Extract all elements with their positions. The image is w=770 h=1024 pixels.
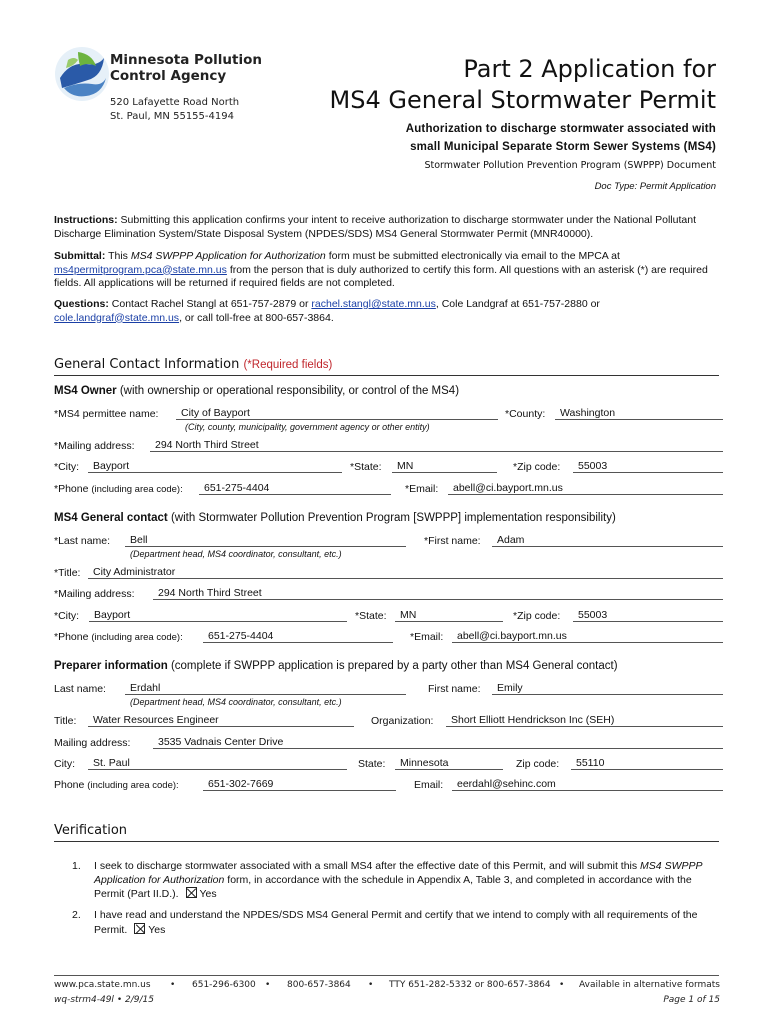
questions-email-landgraf-link[interactable]: cole.landgraf@state.mn.us <box>54 311 180 324</box>
agency-name-line1: Minnesota Pollution <box>110 52 263 68</box>
contact-phone-hint: (including area code): <box>91 632 183 643</box>
preparer-head: Preparer information <box>54 660 168 672</box>
preparer-last-hint: (Department head, MS4 coordinator, consultant, etc.) <box>130 697 342 707</box>
owner-city-field[interactable]: Bayport <box>88 460 342 473</box>
agency-name <box>110 52 262 84</box>
preparer-first-label: First name: <box>428 683 481 695</box>
questions-post: , or call toll-free at 800-657-3864. <box>179 311 334 324</box>
contact-email-field[interactable]: abell@ci.bayport.mn.us <box>452 630 723 643</box>
footer-page-text: Page 1 of 15 <box>663 995 720 1005</box>
footer-phone: 651-296-6300 <box>192 980 256 990</box>
contact-mailing-label: *Mailing address: <box>54 588 135 600</box>
permittee-hint: (City, county, municipality, government agency or other entity) <box>185 422 430 432</box>
footer-bullet-1: • <box>170 980 176 990</box>
preparer-city-field[interactable]: St. Paul <box>88 757 347 770</box>
preparer-zip-label: Zip code: <box>516 758 560 770</box>
contact-head: MS4 General contact <box>54 512 168 524</box>
footer-bullet-2: • <box>265 980 271 990</box>
verification-item1-italic2: SWPPP Application for Authorization <box>94 860 703 886</box>
preparer-mailing-field[interactable]: 3535 Vadnais Center Drive <box>153 736 723 749</box>
verification-item1-number: 1. <box>72 860 81 872</box>
submittal-email-link[interactable]: ms4permitprogram.pca@state.mn.us <box>54 263 227 276</box>
preparer-phone-label-text: Phone <box>54 779 85 791</box>
preparer-phone-hint: (including area code): <box>87 780 179 791</box>
submittal-paragraph <box>54 250 719 291</box>
verification-item2-number: 2. <box>72 909 81 921</box>
owner-city-label: *City: <box>54 461 80 473</box>
questions-mid: , Cole Landgraf at 651-757-2880 or <box>435 298 600 310</box>
questions-label: Questions: <box>54 298 109 310</box>
general-contact-title: General Contact Information <box>54 357 240 372</box>
verification-item1-yes: Yes <box>199 888 217 900</box>
footer-divider <box>54 975 719 976</box>
contact-first-label: *First name: <box>424 535 481 547</box>
owner-subheading <box>54 385 459 397</box>
verification-item2-yes: Yes <box>148 923 166 936</box>
contact-phone-field[interactable]: 651-275-4404 <box>203 630 393 643</box>
owner-phone-label-text: *Phone <box>54 483 89 495</box>
footer-date: 2/9/15 <box>125 995 154 1005</box>
page-subtitle <box>406 120 716 156</box>
preparer-email-label: Email: <box>414 779 444 791</box>
owner-head: MS4 Owner <box>54 385 117 397</box>
owner-state-field[interactable]: MN <box>392 460 497 473</box>
preparer-subheading <box>54 660 618 672</box>
verification-item2-checkbox[interactable] <box>134 923 145 934</box>
preparer-organization-field[interactable]: Short Elliott Hendrickson Inc (SEH) <box>446 714 723 727</box>
footer-website: www.pca.state.mn.us <box>54 980 151 990</box>
verification-item2-text: I have read and understand the NPDES/SDS MS4 General Permit and certify that we intend to comply with all requirements of the Permit. <box>94 909 698 936</box>
permittee-name-field[interactable]: City of Bayport <box>176 407 498 420</box>
owner-phone-label <box>54 483 183 495</box>
footer-bullet-5: • <box>116 995 123 1005</box>
document-type: Doc Type: Permit Application <box>594 181 716 192</box>
footer-form-id <box>54 995 154 1005</box>
contact-phone-label-text: *Phone <box>54 631 89 643</box>
footer-form-id-text: wq-strm4-49l <box>54 995 114 1005</box>
preparer-last-name-field[interactable]: Erdahl <box>125 682 406 695</box>
submittal-mid: form must be submitted electronically via email to the MPCA at <box>328 250 620 262</box>
contact-city-field[interactable]: Bayport <box>89 609 347 622</box>
document-name: Stormwater Pollution Prevention Program (SWPPP) Document <box>424 160 716 171</box>
contact-title-field[interactable]: City Administrator <box>88 566 723 579</box>
contact-last-hint: (Department head, MS4 coordinator, consultant, etc.) <box>130 549 342 559</box>
footer-bullet-4: • <box>559 980 565 990</box>
owner-email-field[interactable]: abell@ci.bayport.mn.us <box>448 482 723 495</box>
footer-tollfree: 800-657-3864 <box>287 980 351 990</box>
verification-item1-pre: I seek to discharge stormwater associated with a small MS4 after the effective date of this Permit, and will submit this <box>94 860 638 872</box>
agency-address <box>110 96 239 124</box>
preparer-zip-field[interactable]: 55110 <box>571 757 723 770</box>
owner-state-label: *State: <box>350 461 382 473</box>
preparer-phone-label <box>54 779 179 791</box>
preparer-desc: (complete if SWPPP application is prepared by a party other than MS4 General contact) <box>170 660 618 672</box>
contact-city-label: *City: <box>54 610 80 622</box>
preparer-email-field[interactable]: eerdahl@sehinc.com <box>452 778 723 791</box>
verification-divider <box>54 841 719 842</box>
submittal-pre: This <box>108 250 128 262</box>
agency-name-line2: Control Agency <box>110 68 227 84</box>
instructions-text: Submitting this application confirms your intent to receive authorization to discharge stormwater under the National Pollutant Discharge Elimination System/State Disposal System (NPDES/SDS) MS4 General Stormwater Permit (MNR40000). <box>54 214 696 240</box>
county-label: *County: <box>505 408 546 420</box>
preparer-title-field[interactable]: Water Resources Engineer <box>88 714 354 727</box>
owner-zip-field[interactable]: 55003 <box>573 460 723 473</box>
contact-last-name-field[interactable]: Bell <box>125 534 406 547</box>
contact-phone-label <box>54 631 183 643</box>
general-contact-subheading <box>54 512 616 524</box>
verification-item1 <box>94 860 719 902</box>
owner-mailing-field[interactable]: 294 North Third Street <box>150 439 723 452</box>
preparer-first-name-field[interactable]: Emily <box>492 682 723 695</box>
subtitle-line1: Authorization to discharge stormwater associated with <box>405 123 716 135</box>
verification-item1-mid: form, in accordance with the schedule in Appendix A, Table 3, and completed in accordance with the Permit (Part II.D.). <box>94 873 692 900</box>
owner-phone-field[interactable]: 651-275-4404 <box>199 482 391 495</box>
address-line2: St. Paul, MN 55155-4194 <box>110 111 234 122</box>
questions-paragraph <box>54 298 719 325</box>
preparer-mailing-label: Mailing address: <box>54 737 131 749</box>
owner-zip-label: *Zip code: <box>513 461 561 473</box>
permittee-label: *MS4 permittee name: <box>54 408 159 420</box>
page-title <box>330 54 717 116</box>
preparer-org-label: Organization: <box>371 715 434 727</box>
section-divider <box>54 375 719 376</box>
owner-desc: (with ownership or operational responsibility, or control of the MS4) <box>119 385 460 397</box>
contact-state-label: *State: <box>355 610 387 622</box>
contact-mailing-field[interactable]: 294 North Third Street <box>153 587 723 600</box>
contact-desc: (with Stormwater Pollution Prevention Program [SWPPP] implementation responsibility) <box>170 512 616 524</box>
owner-email-label: *Email: <box>405 483 439 495</box>
verification-item1-italic1: MS4 <box>640 860 662 872</box>
owner-mailing-label: *Mailing address: <box>54 440 135 452</box>
contact-first-name-field[interactable]: Adam <box>492 534 723 547</box>
contact-state-field[interactable]: MN <box>395 609 503 622</box>
verification-heading: Verification <box>54 823 128 838</box>
contact-zip-label: *Zip code: <box>513 610 561 622</box>
preparer-state-label: State: <box>358 758 386 770</box>
contact-title-label: *Title: <box>54 567 81 579</box>
verification-item1-checkbox[interactable] <box>186 887 197 898</box>
subtitle-line2: small Municipal Separate Storm Sewer Systems (MS4) <box>410 141 716 153</box>
submittal-post: from the person that is duly authorized to certify this form. All questions with an asterisk (*) are required fields. All applications will be returned if required fields are not completed. <box>54 263 708 289</box>
county-field[interactable]: Washington <box>555 407 723 420</box>
title-line1: Part 2 Application for <box>463 55 716 83</box>
footer-formats: Available in alternative formats <box>579 980 720 990</box>
preparer-city-label: City: <box>54 758 75 770</box>
owner-phone-hint: (including area code): <box>91 484 183 495</box>
instructions-paragraph <box>54 214 719 241</box>
title-line2: MS4 General Stormwater Permit <box>329 86 716 114</box>
instructions-label: Instructions: <box>54 214 118 226</box>
questions-pre: Contact Rachel Stangl at 651-757-2879 or <box>111 298 309 310</box>
preparer-last-label: Last name: <box>54 683 106 695</box>
preparer-title-label: Title: <box>54 715 77 727</box>
questions-email-stangl-link[interactable]: rachel.stangl@state.mn.us <box>311 298 436 310</box>
preparer-phone-field[interactable]: 651-302-7669 <box>203 778 396 791</box>
submittal-label: Submittal: <box>54 250 106 262</box>
general-contact-heading <box>54 357 332 372</box>
mpca-logo-icon <box>52 44 112 104</box>
footer-bullet-3: • <box>368 980 374 990</box>
contact-zip-field[interactable]: 55003 <box>573 609 723 622</box>
contact-email-label: *Email: <box>410 631 444 643</box>
footer-page <box>663 995 720 1005</box>
footer-tty: TTY 651-282-5332 or 800-657-3864 <box>389 980 551 990</box>
required-fields-note: (*Required fields) <box>243 359 333 371</box>
submittal-form-name: MS4 SWPPP Application for Authorization <box>130 250 326 262</box>
verification-item2 <box>94 909 719 937</box>
address-line1: 520 Lafayette Road North <box>110 97 240 108</box>
preparer-state-field[interactable]: Minnesota <box>395 757 503 770</box>
contact-last-label: *Last name: <box>54 535 111 547</box>
